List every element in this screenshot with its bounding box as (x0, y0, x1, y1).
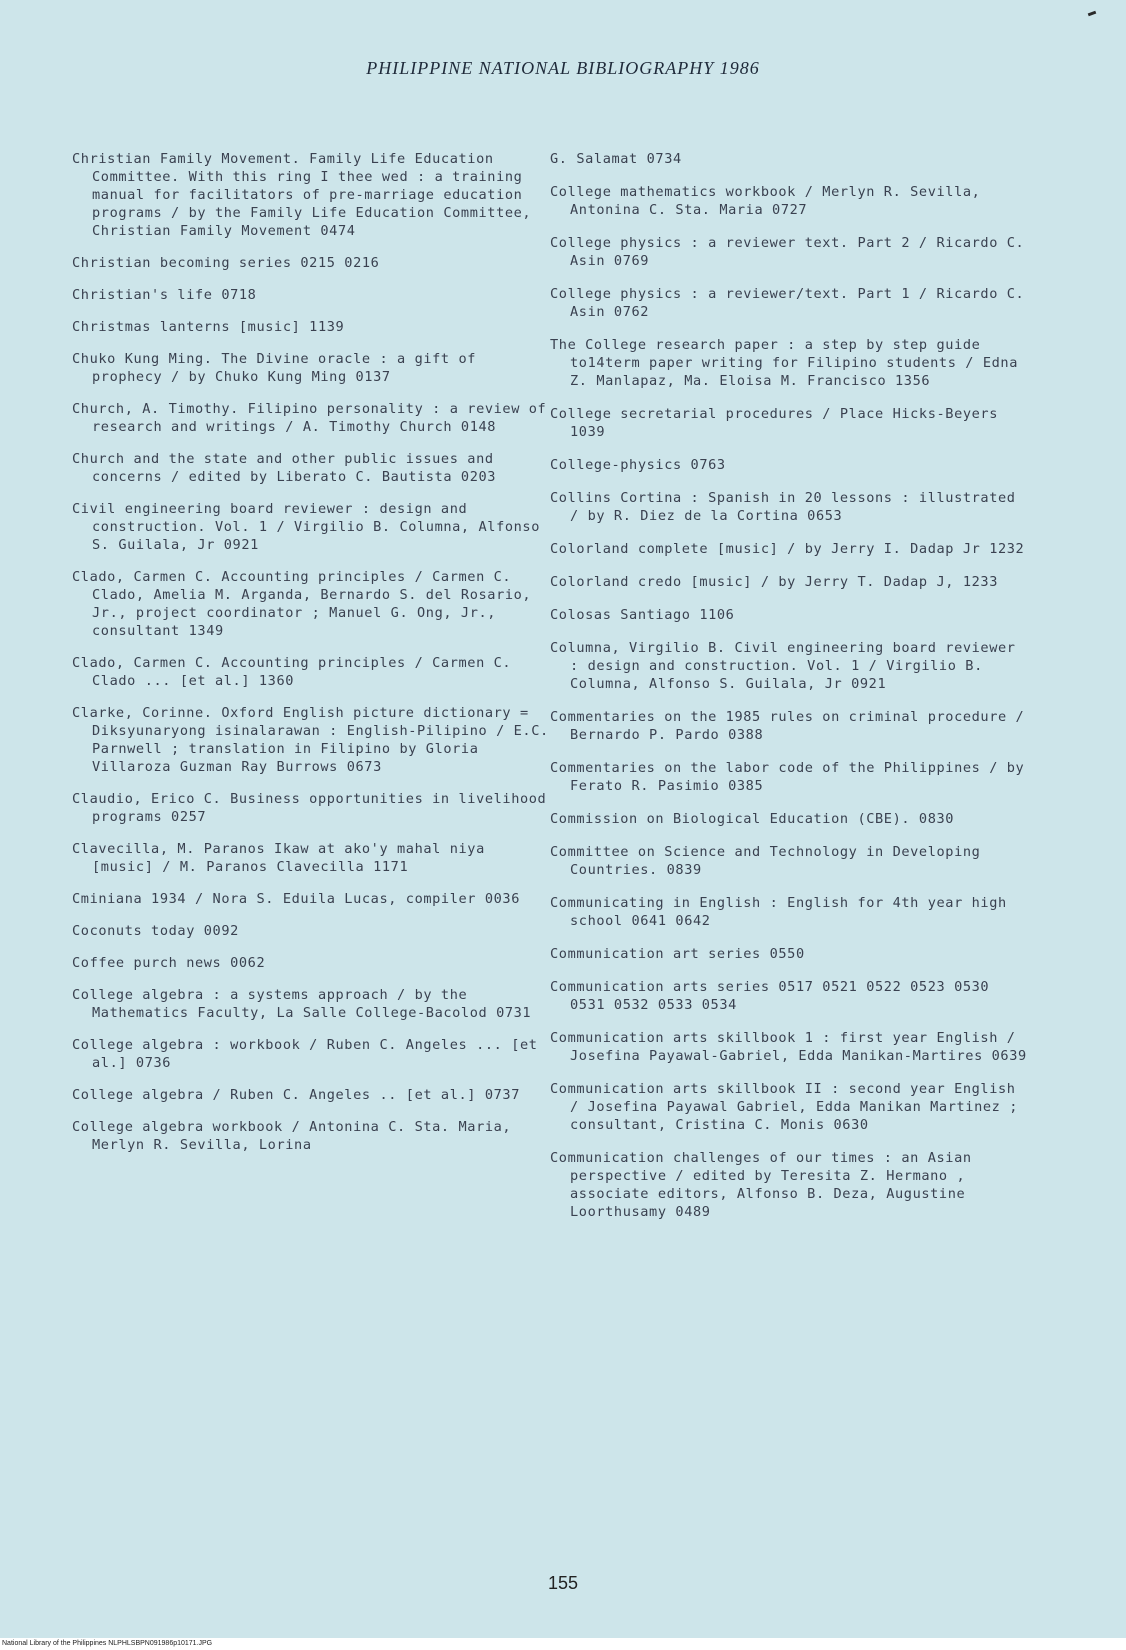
bibliography-entry: Clavecilla, M. Paranos Ikaw at ako'y mahal niya [music] / M. Paranos Clavecilla 1171 (72, 841, 485, 875)
bibliography-entry: Christian's life 0718 (72, 287, 257, 303)
bibliography-entry: Clado, Carmen C. Accounting principles / Carmen C. Clado, Amelia M. Arganda, Bernardo S. del Rosario, Jr., project coordinator ; Manuel G. Ong, Jr., consultant 1349 (72, 569, 532, 639)
bibliography-entry: Communication arts skillbook II : second year English / Josefina Payawal Gabriel, Edda Manikan Martinez ; consultant, Cristina C. Monis 0630 (550, 1081, 1018, 1133)
bibliography-entry: College algebra : workbook / Ruben C. Angeles ... [et al.] 0736 (72, 1037, 538, 1071)
bibliography-entry: Civil engineering board reviewer : design and construction. Vol. 1 / Virgilio B. Columna, Alfonso S. Guilala, Jr 0921 (72, 501, 540, 553)
right-column (550, 150, 1030, 1236)
bibliography-entry: College algebra / Ruben C. Angeles .. [et al.] 0737 (72, 1087, 520, 1103)
bibliography-entry: Communicating in English : English for 4th year high school 0641 0642 (550, 895, 1007, 929)
bibliography-entry: Cminiana 1934 / Nora S. Eduila Lucas, compiler 0036 (72, 891, 520, 907)
bibliography-entry: College algebra : a systems approach / by the Mathematics Faculty, La Salle College-Bacolod 0731 (72, 987, 532, 1021)
bibliography-entry: The College research paper : a step by step guide to14term paper writing for Filipino students / Edna Z. Manlapaz, Ma. Eloisa M. Francisco 1356 (550, 337, 1018, 389)
bibliography-entry: Christian becoming series 0215 0216 (72, 255, 380, 271)
bibliography-entry: Church and the state and other public issues and concerns / edited by Liberato C. Bautista 0203 (72, 451, 497, 485)
bibliography-entry: Commentaries on the 1985 rules on criminal procedure / Bernardo P. Pardo 0388 (550, 709, 1025, 743)
bibliography-entry: Claudio, Erico C. Business opportunities in livelihood programs 0257 (72, 791, 547, 825)
bibliography-entry: Christmas lanterns [music] 1139 (72, 319, 345, 335)
bibliography-entry: College secretarial procedures / Place Hicks-Beyers 1039 (550, 406, 998, 440)
bibliography-entry: Communication art series 0550 (550, 946, 805, 962)
bibliography-entry: Coffee purch news 0062 (72, 955, 266, 971)
bibliography-entry: Clado, Carmen C. Accounting principles / Carmen C. Clado ... [et al.] 1360 (72, 655, 512, 689)
bibliography-entry: Commentaries on the labor code of the Philippines / by Ferato R. Pasimio 0385 (550, 760, 1025, 794)
bibliography-entry: Committee on Science and Technology in Developing Countries. 0839 (550, 844, 981, 878)
bibliography-entry: Colorland complete [music] / by Jerry I. Dadap Jr 1232 (550, 541, 1025, 557)
bibliography-entry: College mathematics workbook / Merlyn R. Sevilla, Antonina C. Sta. Maria 0727 (550, 184, 981, 218)
page-header: PHILIPPINE NATIONAL BIBLIOGRAPHY 1986 (366, 58, 760, 78)
bibliography-entry: G. Salamat 0734 (550, 151, 682, 167)
bibliography-entry: Colorland credo [music] / by Jerry T. Dadap J, 1233 (550, 574, 998, 590)
bibliography-entry: Church, A. Timothy. Filipino personality : a review of research and writings / A. Timothy Church 0148 (72, 401, 547, 435)
bibliography-entry: Communication arts series 0517 0521 0522 0523 0530 0531 0532 0533 0534 (550, 979, 990, 1013)
bibliography-entry: Communication challenges of our times : an Asian perspective / edited by Teresita Z. Hermano , associate editors, Alfonso B. Deza, Augustine Loorthusamy 0489 (550, 1150, 972, 1220)
bibliography-entry: Communication arts skillbook 1 : first year English / Josefina Payawal-Gabriel, Edda Manikan-Martires 0639 (550, 1030, 1027, 1064)
scan-mark (1088, 11, 1097, 17)
bibliography-entry: College algebra workbook / Antonina C. Sta. Maria, Merlyn R. Sevilla, Lorina (72, 1119, 512, 1153)
bibliography-entry: Colosas Santiago 1106 (550, 607, 735, 623)
bibliography-entry: Commission on Biological Education (CBE). 0830 (550, 811, 955, 827)
bibliography-entry: Collins Cortina : Spanish in 20 lessons : illustrated / by R. Diez de la Cortina 0653 (550, 490, 1016, 524)
left-column (72, 150, 552, 1168)
bibliography-entry: Columna, Virgilio B. Civil engineering board reviewer : design and construction. Vol. 1 / Virgilio B. Columna, Alfonso S. Guilala, Jr 0921 (550, 640, 1016, 692)
scan-footer: National Library of the Philippines NLPHLSBPN091986p10171.JPG (0, 1638, 1126, 1650)
bibliography-entry: Clarke, Corinne. Oxford English picture dictionary = Diksyunaryong isinalarawan : English-Pilipino / E.C. Parnwell ; translation in Filipino by Gloria Villaroza Guzman Ray Burrows 0673 (72, 705, 549, 775)
bibliography-entry: Coconuts today 0092 (72, 923, 239, 939)
page-number: 155 (547, 1573, 579, 1593)
bibliography-entry: Christian Family Movement. Family Life Education Committee. With this ring I thee wed : a training manual for facilitators of pre-marriage education programs / by the Family Life Education Committee, Christian Family Movement 0474 (72, 151, 532, 239)
bibliography-entry: College-physics 0763 (550, 457, 726, 473)
bibliography-entry: Chuko Kung Ming. The Divine oracle : a gift of prophecy / by Chuko Kung Ming 0137 (72, 351, 477, 385)
bibliography-entry: College physics : a reviewer text. Part 2 / Ricardo C. Asin 0769 (550, 235, 1025, 269)
bibliography-entry: College physics : a reviewer/text. Part 1 / Ricardo C. Asin 0762 (550, 286, 1025, 320)
